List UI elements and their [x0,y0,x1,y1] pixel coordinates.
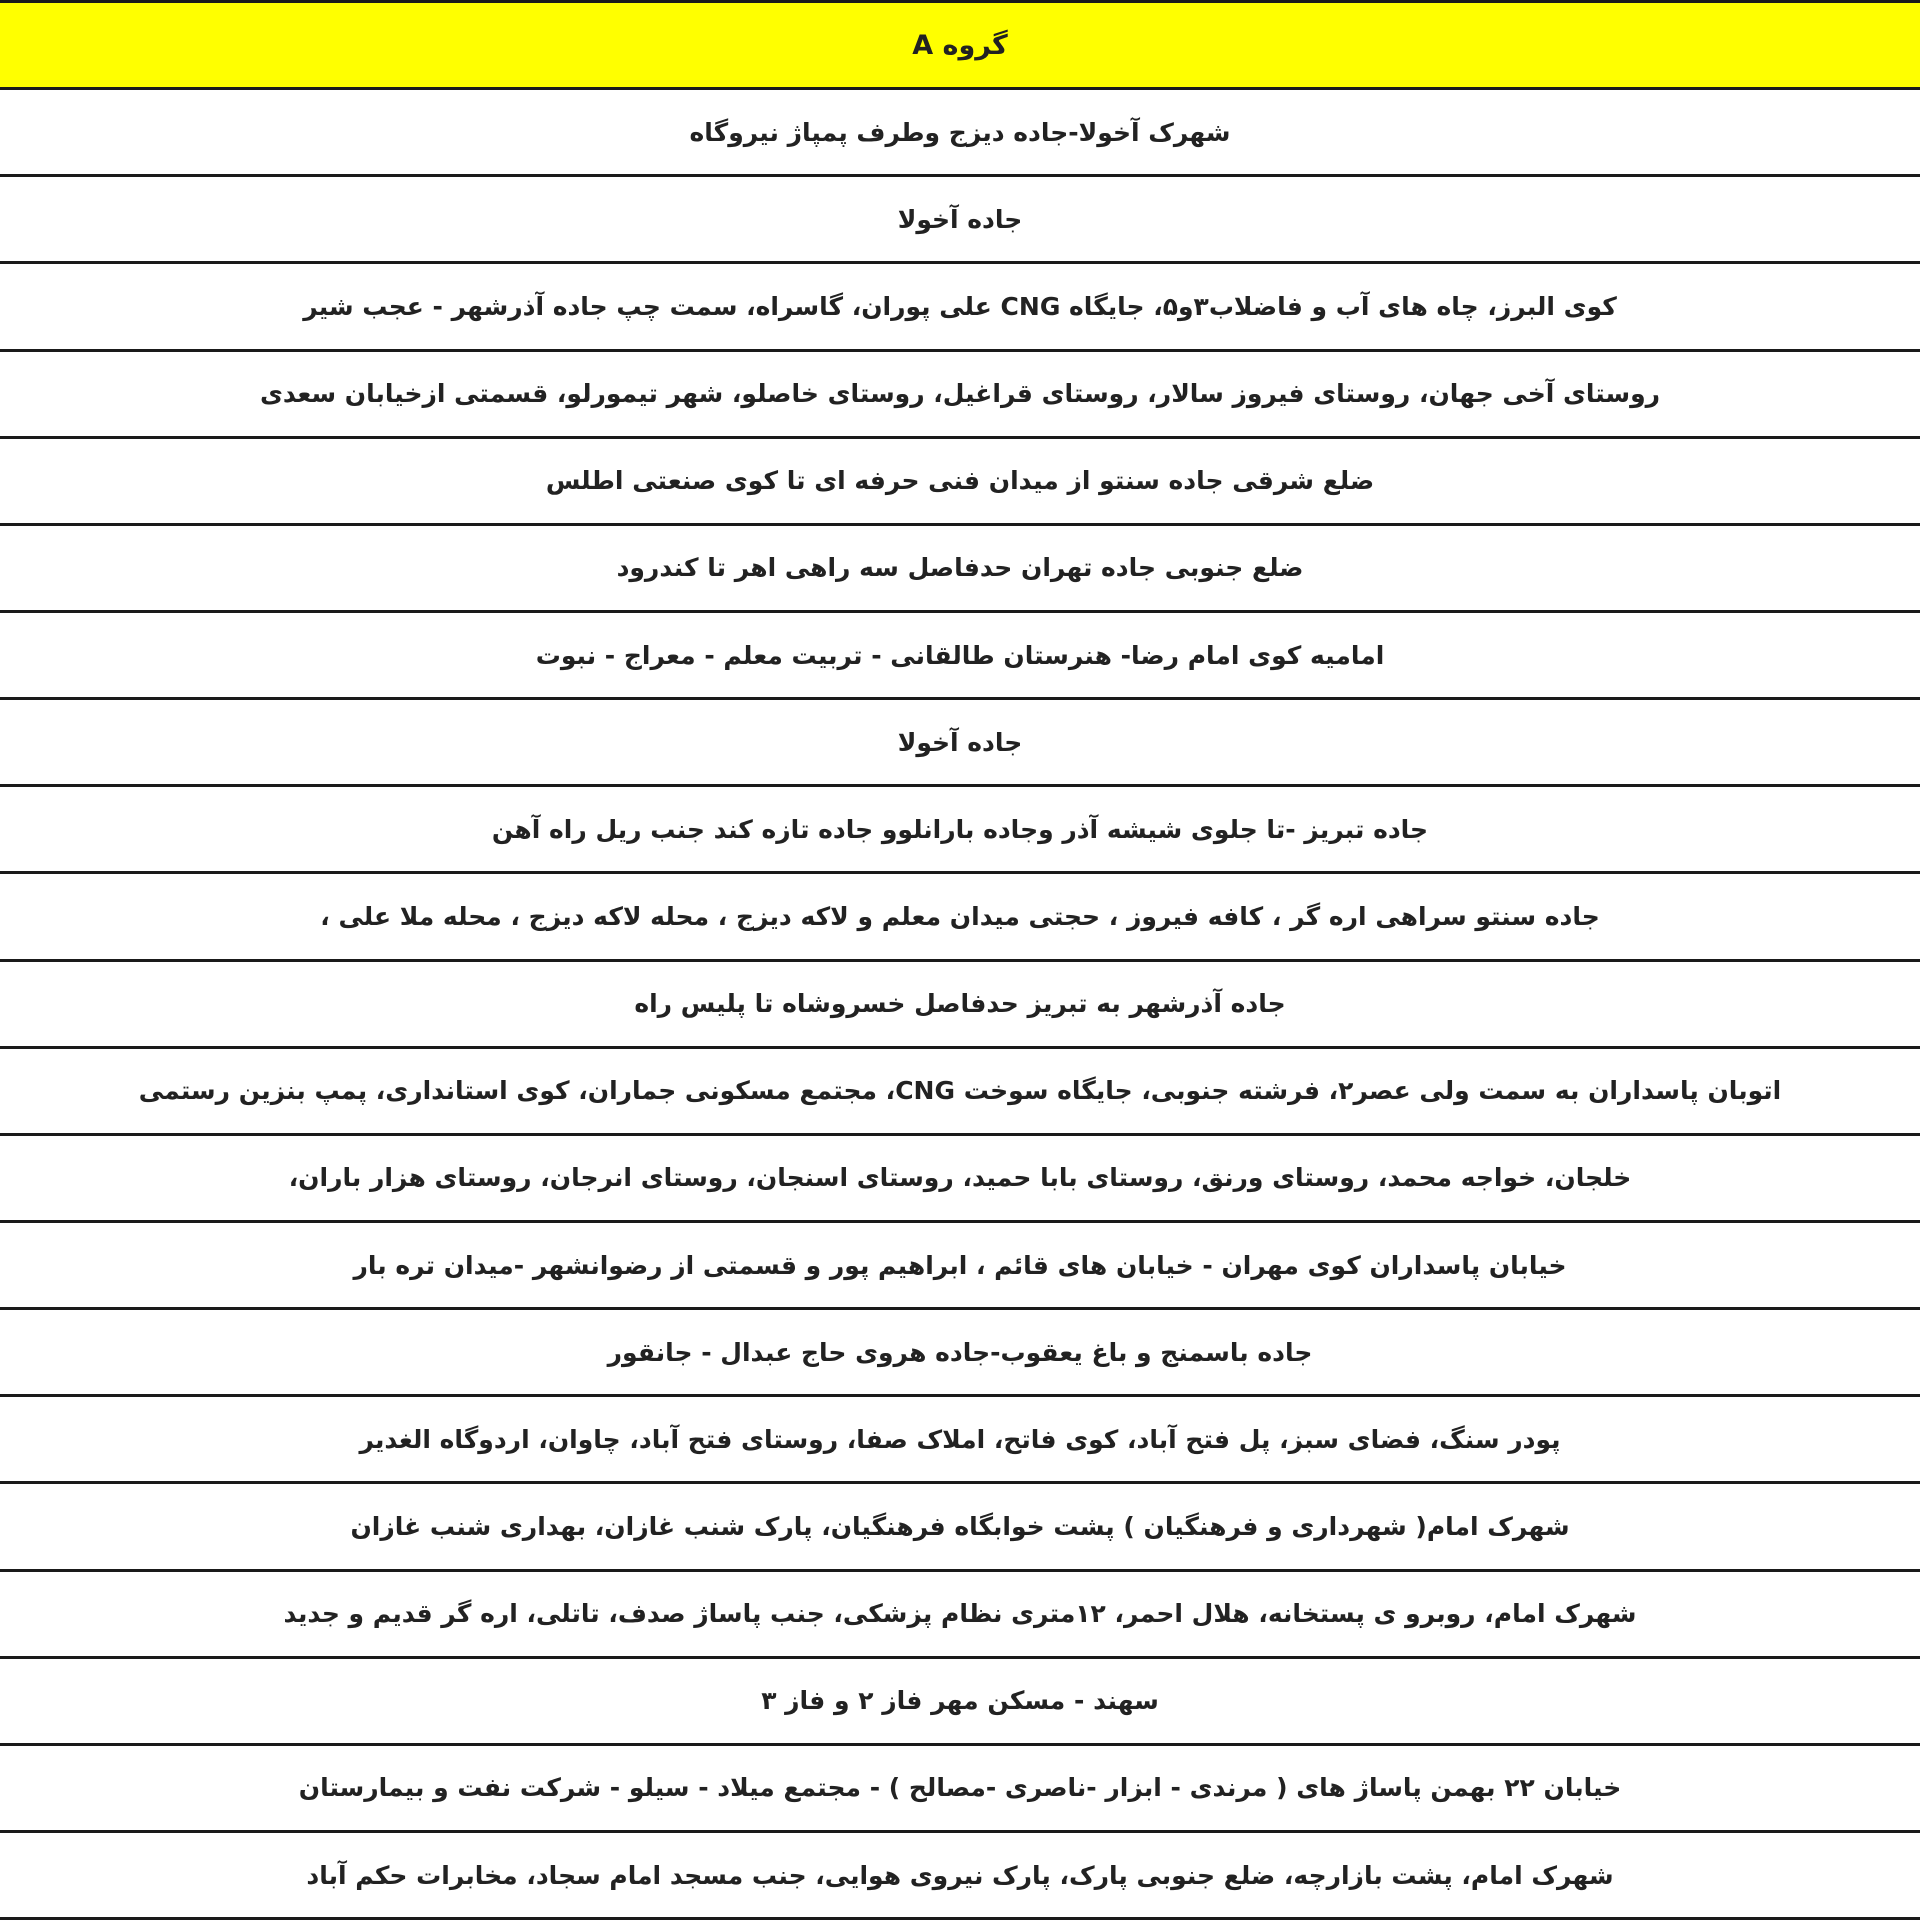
area-text: جاده آخولا [897,727,1023,757]
area-text: جاده سنتو سراهی اره گر ، کافه فیروز ، حجتی میدان معلم و لاکه دیزج ، محله لاکه دیزج ، محله ملا علی ، [320,901,1600,931]
table-row [0,1310,1920,1397]
table-row [0,352,1920,439]
table-row [0,962,1920,1049]
table-row [0,526,1920,613]
area-text: شهرک امام، پشت بازارچه، ضلع جنوبی پارک، پارک نیروی هوایی، جنب مسجد امام سجاد، مخابرات حکم آباد [306,1860,1614,1890]
area-text: کوی البرز، چاه های آب و فاضلاب۳و۵، جایگاه CNG علی پوران، گاسراه، سمت چپ جاده آذرشهر - عجب شیر [303,291,1617,321]
area-text: جاده باسمنج و باغ یعقوب-جاده هروی حاج عبدال - جانقور [607,1337,1313,1367]
group-title: گروه A [912,29,1008,61]
table-row [0,700,1920,787]
area-text: خلجان، خواجه محمد، روستای ورنق، روستای بابا حمید، روستای اسنجان، روستای انرجان، روستای هزار باران، [288,1163,1632,1193]
area-text: اتوبان پاسداران به سمت ولی عصر۲، فرشته جنوبی، جایگاه سوخت CNG، مجتمع مسکونی جماران، کوی استانداری، پمپ بنزین رستمی [138,1076,1782,1106]
table-row [0,1659,1920,1746]
area-text: خیابان ۲۲ بهمن پاساژ های ( مرندی - ابزار -ناصری -مصالح ) - مجتمع میلاد - سیلو - شرکت نفت و بیمارستان [298,1773,1622,1803]
area-text: روستای آخی جهان، روستای فیروز سالار، روستای قراغیل، روستای خاصلو، شهر تیمورلو، قسمتی ازخیابان سعدی [259,379,1661,409]
table-row [0,787,1920,874]
table-row [0,439,1920,526]
area-text: ضلع جنوبی جاده تهران حدفاصل سه راهی اهر تا کندرود [616,553,1304,583]
area-text: شهرک آخولا-جاده دیزج وطرف پمپاژ نیروگاه [689,117,1231,147]
area-text: ضلع شرقی جاده سنتو از میدان فنی حرفه ای تا کوی صنعتی اطلس [545,466,1375,496]
area-text: جاده آخولا [897,204,1023,234]
table-row [0,1049,1920,1136]
area-text: امامیه کوی امام رضا- هنرستان طالقانی - تربیت معلم - معراج - نبوت [535,640,1385,670]
table-row [0,264,1920,351]
table-row [0,177,1920,264]
table-row [0,1746,1920,1833]
table-row [0,1833,1920,1920]
table-row [0,1223,1920,1310]
area-text: جاده تبریز -تا جلوی شیشه آذر وجاده بارانلوو جاده تازه کند جنب ریل راه آهن [491,814,1429,844]
area-text: جاده آذرشهر به تبریز حدفاصل خسروشاه تا پلیس راه [634,989,1286,1019]
table-row [0,1572,1920,1659]
area-text: شهرک امام( شهرداری و فرهنگیان ) پشت خوابگاه فرهنگیان، پارک شنب غازان، بهداری شنب غازان [350,1511,1570,1541]
table-row [0,1136,1920,1223]
table-row [0,90,1920,177]
table-header [0,3,1920,90]
area-text: شهرک امام، روبرو ی پستخانه، هلال احمر، ۱۲متری نظام پزشکی، جنب پاساژ صدف، تاتلی، اره گر قدیم و جدید [283,1599,1637,1629]
area-text: پودر سنگ، فضای سبز، پل فتح آباد، کوی فاتح، املاک صفا، روستای فتح آباد، چاوان، اردوگاه الغدیر [359,1424,1561,1454]
table-row [0,1484,1920,1571]
table-row [0,1397,1920,1484]
table-row [0,613,1920,700]
area-text: سهند - مسکن مهر فاز ۲ و فاز ۳ [761,1686,1159,1716]
table-row [0,874,1920,961]
area-text: خیابان پاسداران کوی مهران - خیابان های قائم ، ابراهیم پور و قسمتی از رضوانشهر -میدان تره بار [353,1250,1567,1280]
